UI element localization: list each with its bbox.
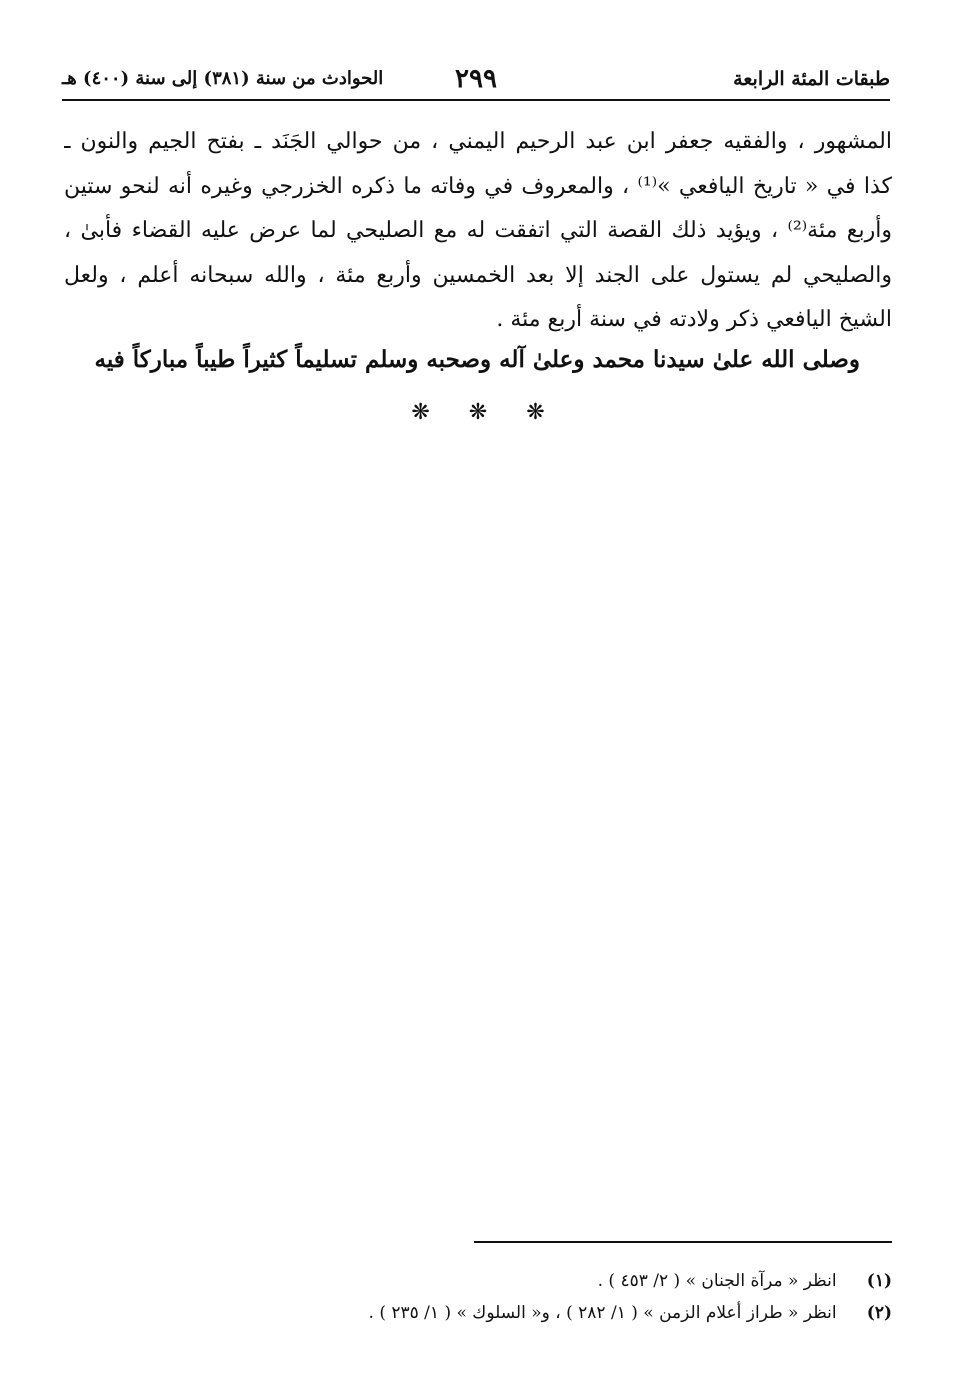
book-title-header: طبقات المئة الرابعة xyxy=(733,68,890,90)
footnote-item xyxy=(64,1297,892,1329)
footnote-number: (٢) xyxy=(866,1303,892,1323)
page-number: ٢٩٩ xyxy=(455,64,497,94)
asterism-icon: ❋ xyxy=(411,400,430,425)
footnote-number: (١) xyxy=(866,1271,892,1291)
footnote-divider xyxy=(474,1241,892,1243)
section-title-header: الحوادث من سنة (٣٨١) إلى سنة (٤٠٠) هـ xyxy=(62,68,384,89)
footnote-item xyxy=(64,1265,892,1297)
closing-blessing: وصلى الله علىٰ سيدنا محمد وعلىٰ آله وصحبه وسلم تسليماً كثيراً طيباً مباركاً فيه xyxy=(94,346,860,373)
text-line: الشيخ اليافعي ذكر ولادته في سنة أربع مئة . xyxy=(496,307,892,332)
running-header xyxy=(62,64,890,98)
text-line: والصليحي لم يستول على الجند إلا بعد الخمسين وأربع مئة ، والله سبحانه أعلم ، ولعل xyxy=(64,262,892,288)
asterism-icon: ❋ xyxy=(526,400,545,425)
footnote-text: انظر « مرآة الجنان » ( ٢/ ٤٥٣ ) . xyxy=(597,1271,837,1291)
header-divider xyxy=(62,99,890,101)
section-end-ornament xyxy=(0,400,956,425)
footnotes xyxy=(64,1265,892,1329)
footnote-text: انظر « طراز أعلام الزمن » ( ١/ ٢٨٢ ) ، و« السلوك » ( ١/ ٢٣٥ ) . xyxy=(368,1303,837,1323)
text-line: وأربع مئة⁽²⁾ ، ويؤيد ذلك القصة التي اتفقت له مع الصليحي لما عرض عليه القضاء فأبىٰ ، xyxy=(64,218,892,243)
text-line: المشهور ، والفقيه جعفر ابن عبد الرحيم اليمني ، من حوالي الجَنَد ـ بفتح الجيم والنون ـ xyxy=(64,129,892,154)
asterism-icon: ❋ xyxy=(468,400,488,425)
main-text xyxy=(64,120,892,343)
text-line: كذا في « تاريخ اليافعي »⁽¹⁾ ، والمعروف في وفاته ما ذكره الخزرجي وغيره أنه لنحو ستين xyxy=(64,173,892,199)
